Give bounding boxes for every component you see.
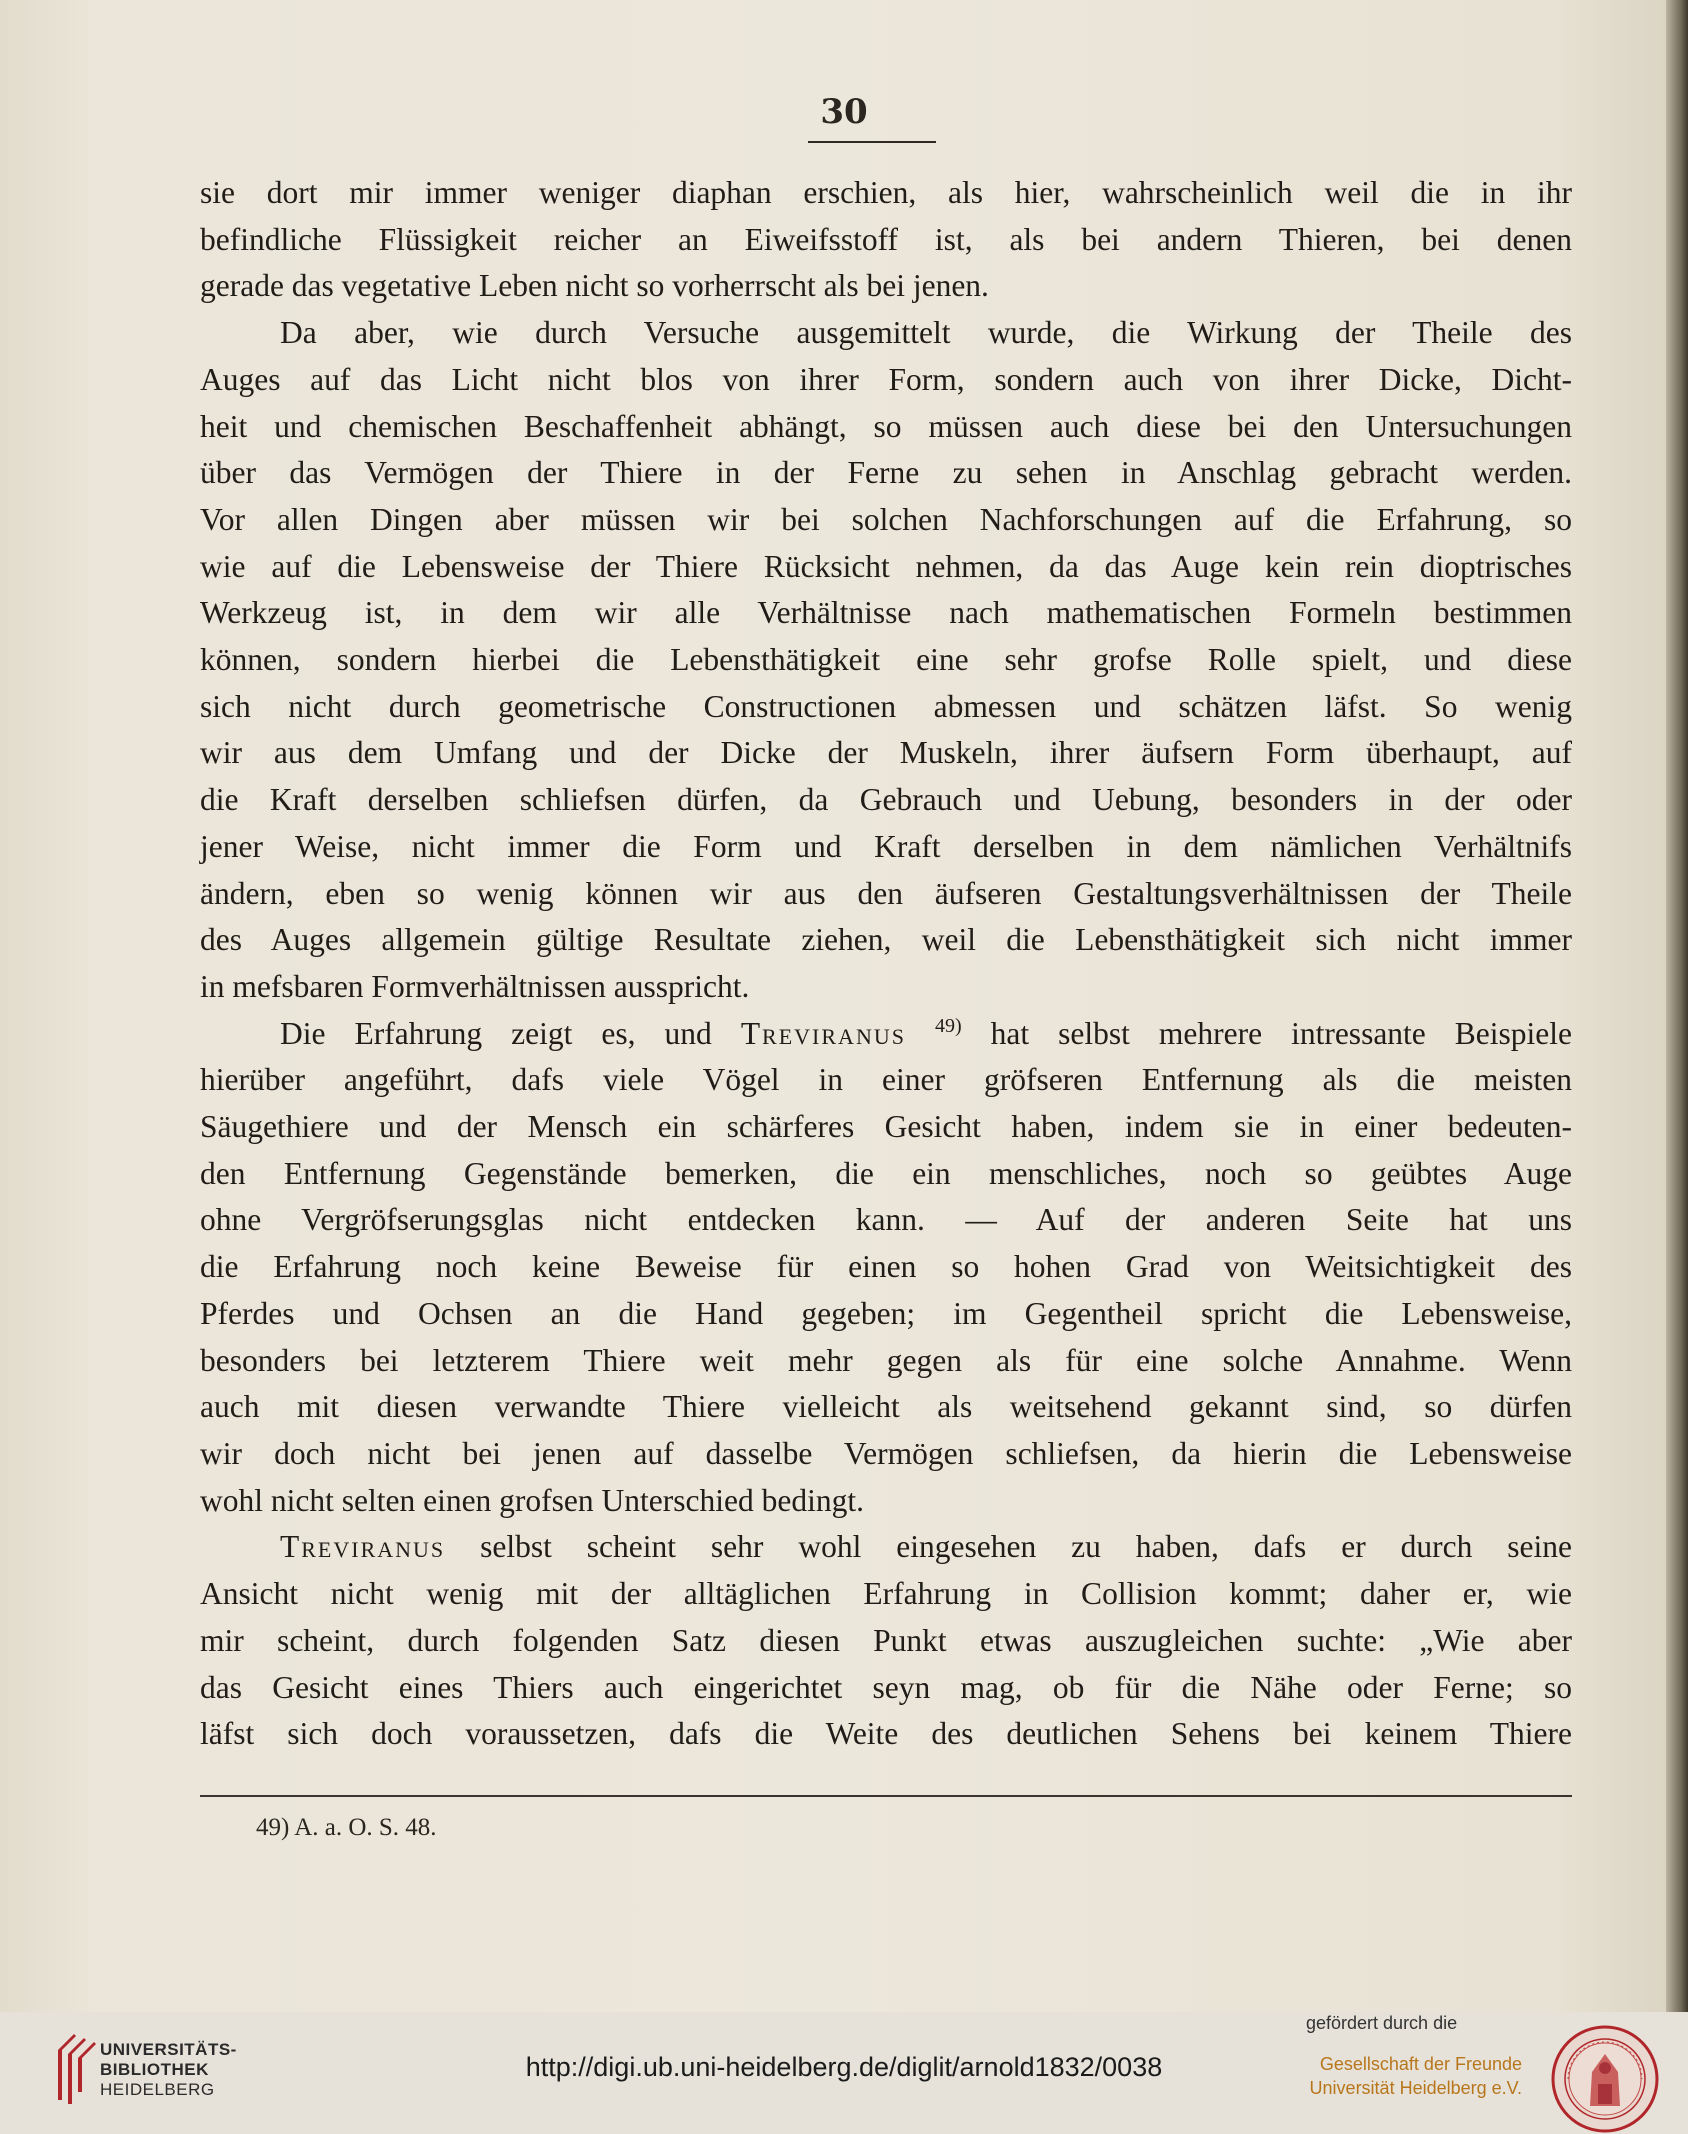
text-line: mir scheint, durch folgenden Satz diesen Punkt etwas auszugleichen suchte: „Wie aber [200, 1622, 1572, 1658]
text-line: jener Weise, nicht immer die Form und Kraft derselben in dem nämlichen Verhältnifs [200, 828, 1572, 864]
footnote: 49) A. a. O. S. 48. [256, 1814, 437, 1841]
text-line: hierüber angeführt, dafs viele Vögel in einer gröfseren Entfernung als die meisten [200, 1062, 1572, 1098]
text-line: Werkzeug ist, in dem wir alle Verhältnisse nach mathematischen Formeln bestimmen [200, 595, 1572, 631]
text-line: gerade das vegetative Leben nicht so vorherrscht als bei jenen. [200, 268, 989, 304]
text-line: läfst sich doch voraussetzen, dafs die Weite des deutlichen Sehens bei keinem Thiere [200, 1716, 1572, 1752]
body-text [200, 170, 1572, 1758]
text-line: wir doch nicht bei jenen auf dasselbe Vermögen schliefsen, da hierin die Lebensweise [200, 1435, 1572, 1471]
author-name: Treviranus [280, 1529, 446, 1565]
society-name-line: Gesellschaft der Freunde [1319, 2054, 1522, 2074]
funded-by-label: gefördert durch die [1306, 2013, 1458, 2033]
text-line: Auges auf das Licht nicht blos von ihrer Form, sondern auch von ihrer Dicke, Dicht- [200, 361, 1572, 397]
text-line: die Erfahrung noch keine Beweise für einen so hohen Grad von Weitsichtigkeit des [200, 1249, 1572, 1285]
library-name-line: BIBLIOTHEK [100, 2060, 209, 2079]
text-line [200, 1011, 1572, 1058]
society-name [1310, 2052, 1522, 2100]
text-line: können, sondern hierbei die Lebensthätigkeit eine sehr grofse Rolle spielt, und diese [200, 642, 1572, 678]
text-line: des Auges allgemein gültige Resultate ziehen, weil die Lebensthätigkeit sich nicht immer [200, 922, 1572, 958]
text-fragment: Die Erfahrung zeigt es, und [280, 1015, 712, 1051]
text-line: sich nicht durch geometrische Constructionen abmessen und schätzen läfst. So wenig [200, 688, 1572, 724]
text-line: wir aus dem Umfang und der Dicke der Muskeln, ihrer äufsern Form überhaupt, auf [200, 735, 1572, 771]
text-line: die Kraft derselben schliefsen dürfen, da Gebrauch und Uebung, besonders in der oder [200, 782, 1572, 818]
text-line: über das Vermögen der Thiere in der Ferne zu sehen in Anschlag gebracht werden. [200, 455, 1572, 491]
text-line: Ansicht nicht wenig mit der alltäglichen Erfahrung in Collision kommt; daher er, wie [200, 1576, 1572, 1612]
text-line: Pferdes und Ochsen an die Hand gegeben; im Gegentheil spricht die Lebensweise, [200, 1295, 1572, 1331]
footnote-rule [200, 1795, 1572, 1797]
text-fragment: hat selbst mehrere intressante Beispiele [990, 1015, 1573, 1051]
permalink-url[interactable]: http://digi.ub.uni-heidelberg.de/diglit/arnold1832/0038 [525, 2052, 1163, 2082]
text-line: den Entfernung Gegenstände bemerken, die ein menschliches, noch so geübtes Auge [200, 1155, 1572, 1191]
library-name-line: UNIVERSITÄTS- [100, 2040, 237, 2059]
text-line: das Gesicht eines Thiers auch eingerichtet seyn mag, ob für die Nähe oder Ferne; so [200, 1669, 1572, 1705]
page-number: 30 [820, 92, 868, 132]
text-fragment: selbst scheint sehr wohl eingesehen zu haben, dafs er durch seine [480, 1529, 1572, 1565]
text-line: sie dort mir immer weniger diaphan erschien, als hier, wahrscheinlich weil die in ihr [200, 175, 1572, 210]
text-line: in mefsbaren Formverhältnissen ausspricht. [200, 968, 750, 1004]
text-line: auch mit diesen verwandte Thiere vielleicht als weitsehend gekannt sind, so dürfen [200, 1389, 1572, 1425]
text-line [200, 1524, 1572, 1571]
text-line: heit und chemischen Beschaffenheit abhängt, so müssen auch diese bei den Untersuchungen [200, 408, 1572, 444]
page-number-rule [808, 141, 936, 143]
text-line: Da aber, wie durch Versuche ausgemittelt wurde, die Wirkung der Theile des [280, 315, 1572, 351]
author-name: Treviranus [740, 1015, 906, 1051]
text-line: wohl nicht selten einen grofsen Unterschied bedingt. [200, 1482, 864, 1518]
text-line: Säugethiere und der Mensch ein schärferes Gesicht haben, indem sie in einer bedeuten- [200, 1109, 1572, 1145]
society-name-line: Universität Heidelberg e.V. [1309, 2078, 1522, 2098]
footnote-reference[interactable]: 49) [934, 1014, 962, 1037]
text-line: ohne Vergröfserungsglas nicht entdecken kann. — Auf der anderen Seite hat uns [200, 1202, 1572, 1238]
text-line: besonders bei letzterem Thiere weit mehr gegen als für eine solche Annahme. Wenn [200, 1342, 1572, 1378]
text-line: wie auf die Lebensweise der Thiere Rücksicht nehmen, da das Auge kein rein dioptrisches [200, 548, 1572, 584]
text-line: befindliche Flüssigkeit reicher an Eiweifsstoff ist, als bei andern Thieren, bei denen [200, 221, 1572, 257]
text-line: ändern, eben so wenig können wir aus den äufseren Gestaltungsverhältnissen der Theile [200, 875, 1572, 911]
book-spine-shadow [1666, 0, 1688, 2012]
university-seal-icon [1550, 2024, 1660, 2134]
text-line: Vor allen Dingen aber müssen wir bei solchen Nachforschungen auf die Erfahrung, so [200, 501, 1572, 537]
library-name-line: HEIDELBERG [100, 2080, 215, 2099]
